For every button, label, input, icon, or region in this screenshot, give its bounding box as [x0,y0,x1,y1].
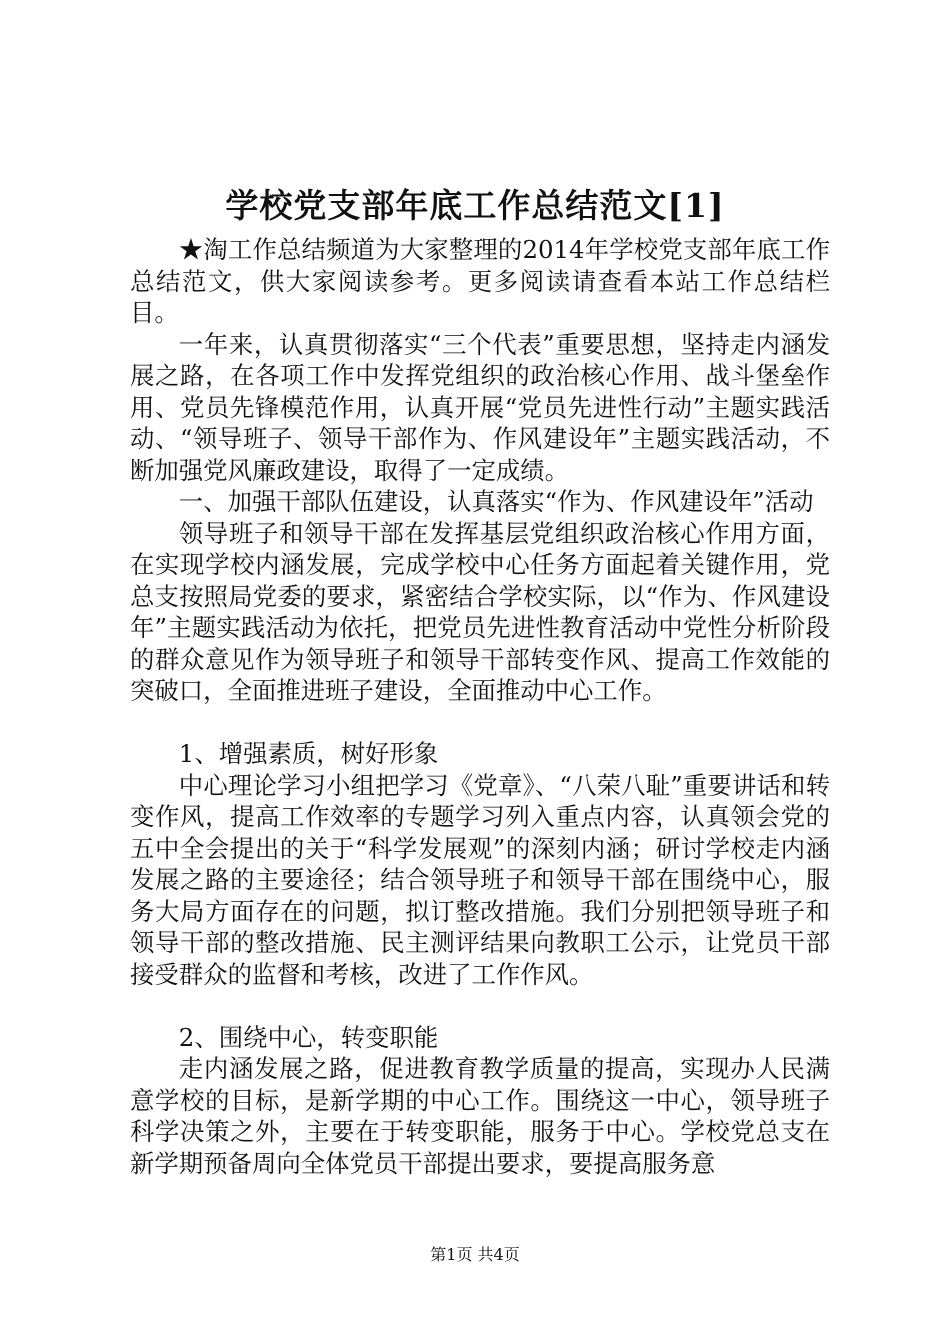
document-body [130,234,830,1179]
subsection-1-paragraph: 中心理论学习小组把学习《党章》、“八荣八耻”重要讲话和转变作风，提高工作效率的专题学习列入重点内容，认真领会党的五中全会提出的关于“科学发展观”的深刻内涵；研讨学校走内涵发展之路的主要途径；结合领导班子和领导干部在围绕中心，服务大局方面存在的问题，拟订整改措施。我们分别把领导班子和领导干部的整改措施、民主测评结果向教职工公示，让党员干部接受群众的监督和考核，改进了工作作风。 [130,770,830,989]
intro-paragraph: ★淘工作总结频道为大家整理的2014年学校党支部年底工作总结范文，供大家阅读参考。更多阅读请查看本站工作总结栏目。 [130,235,830,327]
paragraph-spacer [130,707,830,739]
page-footer: 第1页 共4页 [430,1245,520,1264]
section-heading-1: 一、加强干部队伍建设，认真落实“作为、作风建设年”活动 [178,487,814,516]
subsection-heading-2: 2、围绕中心，转变职能 [178,1022,439,1052]
document-title: 学校党支部年底工作总结范文[1] [225,186,725,225]
summary-paragraph: 一年来，认真贯彻落实“三个代表”重要思想，坚持走内涵发展之路，在各项工作中发挥党组织的政治核心作用、战斗堡垒作用、党员先锋模范作用，认真开展“党员先进性行动”主题实践活动、“领导班子、领导干部作为、作风建设年”主题实践活动，不断加强党风廉政建设，取得了一定成绩。 [130,329,830,485]
subsection-heading-1: 1、增强素质，树好形象 [178,739,439,768]
section-1-paragraph: 领导班子和领导干部在发挥基层党组织政治核心作用方面，在实现学校内涵发展，完成学校中心任务方面起着关键作用，党总支按照局党委的要求，紧密结合学校实际，以“作为、作风建设年”主题实践活动为依托，把党员先进性教育活动中党性分析阶段的群众意见作为领导班子和领导干部转变作风、提高工作效能的突破口，全面推进班子建设，全面推动中心工作。 [130,518,830,705]
subsection-2-paragraph: 走内涵发展之路，促进教育教学质量的提高，实现办人民满意学校的目标，是新学期的中心工作。围绕这一中心，领导班子科学决策之外，主要在于转变职能，服务于中心。学校党总支在新学期预备周向全体党员干部提出要求，要提高服务意 [130,1054,830,1178]
paragraph-spacer [130,990,830,1022]
